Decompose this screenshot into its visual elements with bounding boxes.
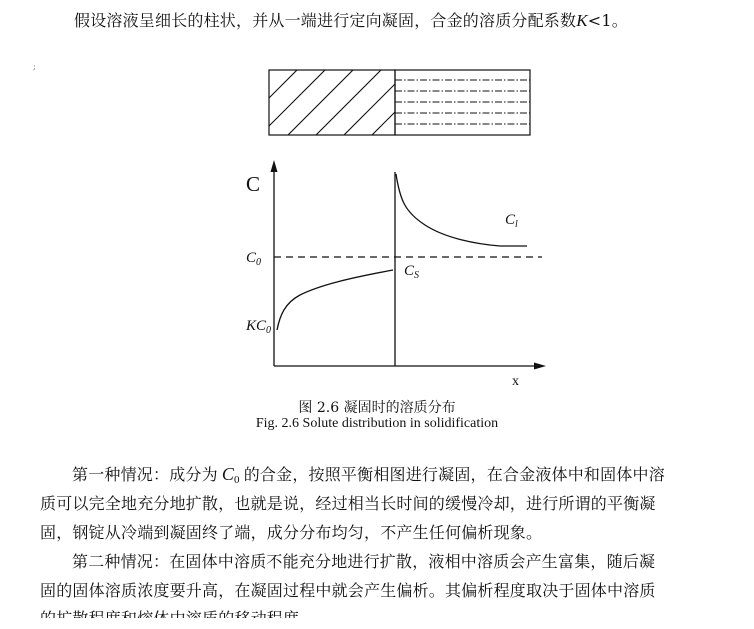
x-axis-label: x xyxy=(512,374,519,389)
y-axis xyxy=(271,160,278,366)
intro-text: 假设溶液呈细长的柱状，并从一端进行定向凝固，合金的溶质分配系数 xyxy=(74,11,577,30)
c0-symbol: C xyxy=(221,464,235,484)
x-axis xyxy=(274,363,546,370)
c0-label: $C_0$ xyxy=(246,250,262,268)
paragraph-2-line-2: 固的固体溶质浓度要升高，在凝固过程中就会产生偏析。其偏析程度取决于固体中溶质 xyxy=(40,581,656,600)
hatch-lines xyxy=(232,65,442,135)
caption-english: Fig. 2.6 Solute distribution in solidification xyxy=(255,416,499,431)
paragraph-1-line-2: 质可以完全地充分地扩散，也就是说，经过相当长时间的缓慢冷却，进行所谓的平衡凝 xyxy=(40,494,656,513)
caption-chinese: 图 2.6 凝固时的溶质分布 xyxy=(298,400,456,416)
liquid-region xyxy=(395,70,530,135)
cl-label: $C_l$ xyxy=(505,212,518,230)
kc0-label: $KC_0$ xyxy=(246,318,272,336)
y-axis-label: C xyxy=(246,172,261,196)
stray-mark: ; xyxy=(33,62,36,71)
cs-label: $C_S$ xyxy=(404,263,420,281)
paragraph-1-line-1: 第一种情况：成分为 $C_0$ 的合金，按照平衡相图进行凝固，在合金液体中和固体中溶 xyxy=(72,464,665,486)
k-condition: <1。 xyxy=(587,11,628,30)
paragraph-1-line-3: 固，钢锭从冷端到凝固终了端，成分分布均匀，不产生任何偏析现象。 xyxy=(40,523,543,542)
cs-curve xyxy=(277,270,393,330)
k-symbol: K xyxy=(576,11,588,30)
page-cutoff xyxy=(0,618,754,628)
paragraph-2-line-1: 第二种情况：在固体中溶质不能充分地进行扩散，液相中溶质会产生富集，随后凝 xyxy=(72,552,656,571)
cl-curve xyxy=(396,174,527,246)
solid-region xyxy=(232,65,442,135)
